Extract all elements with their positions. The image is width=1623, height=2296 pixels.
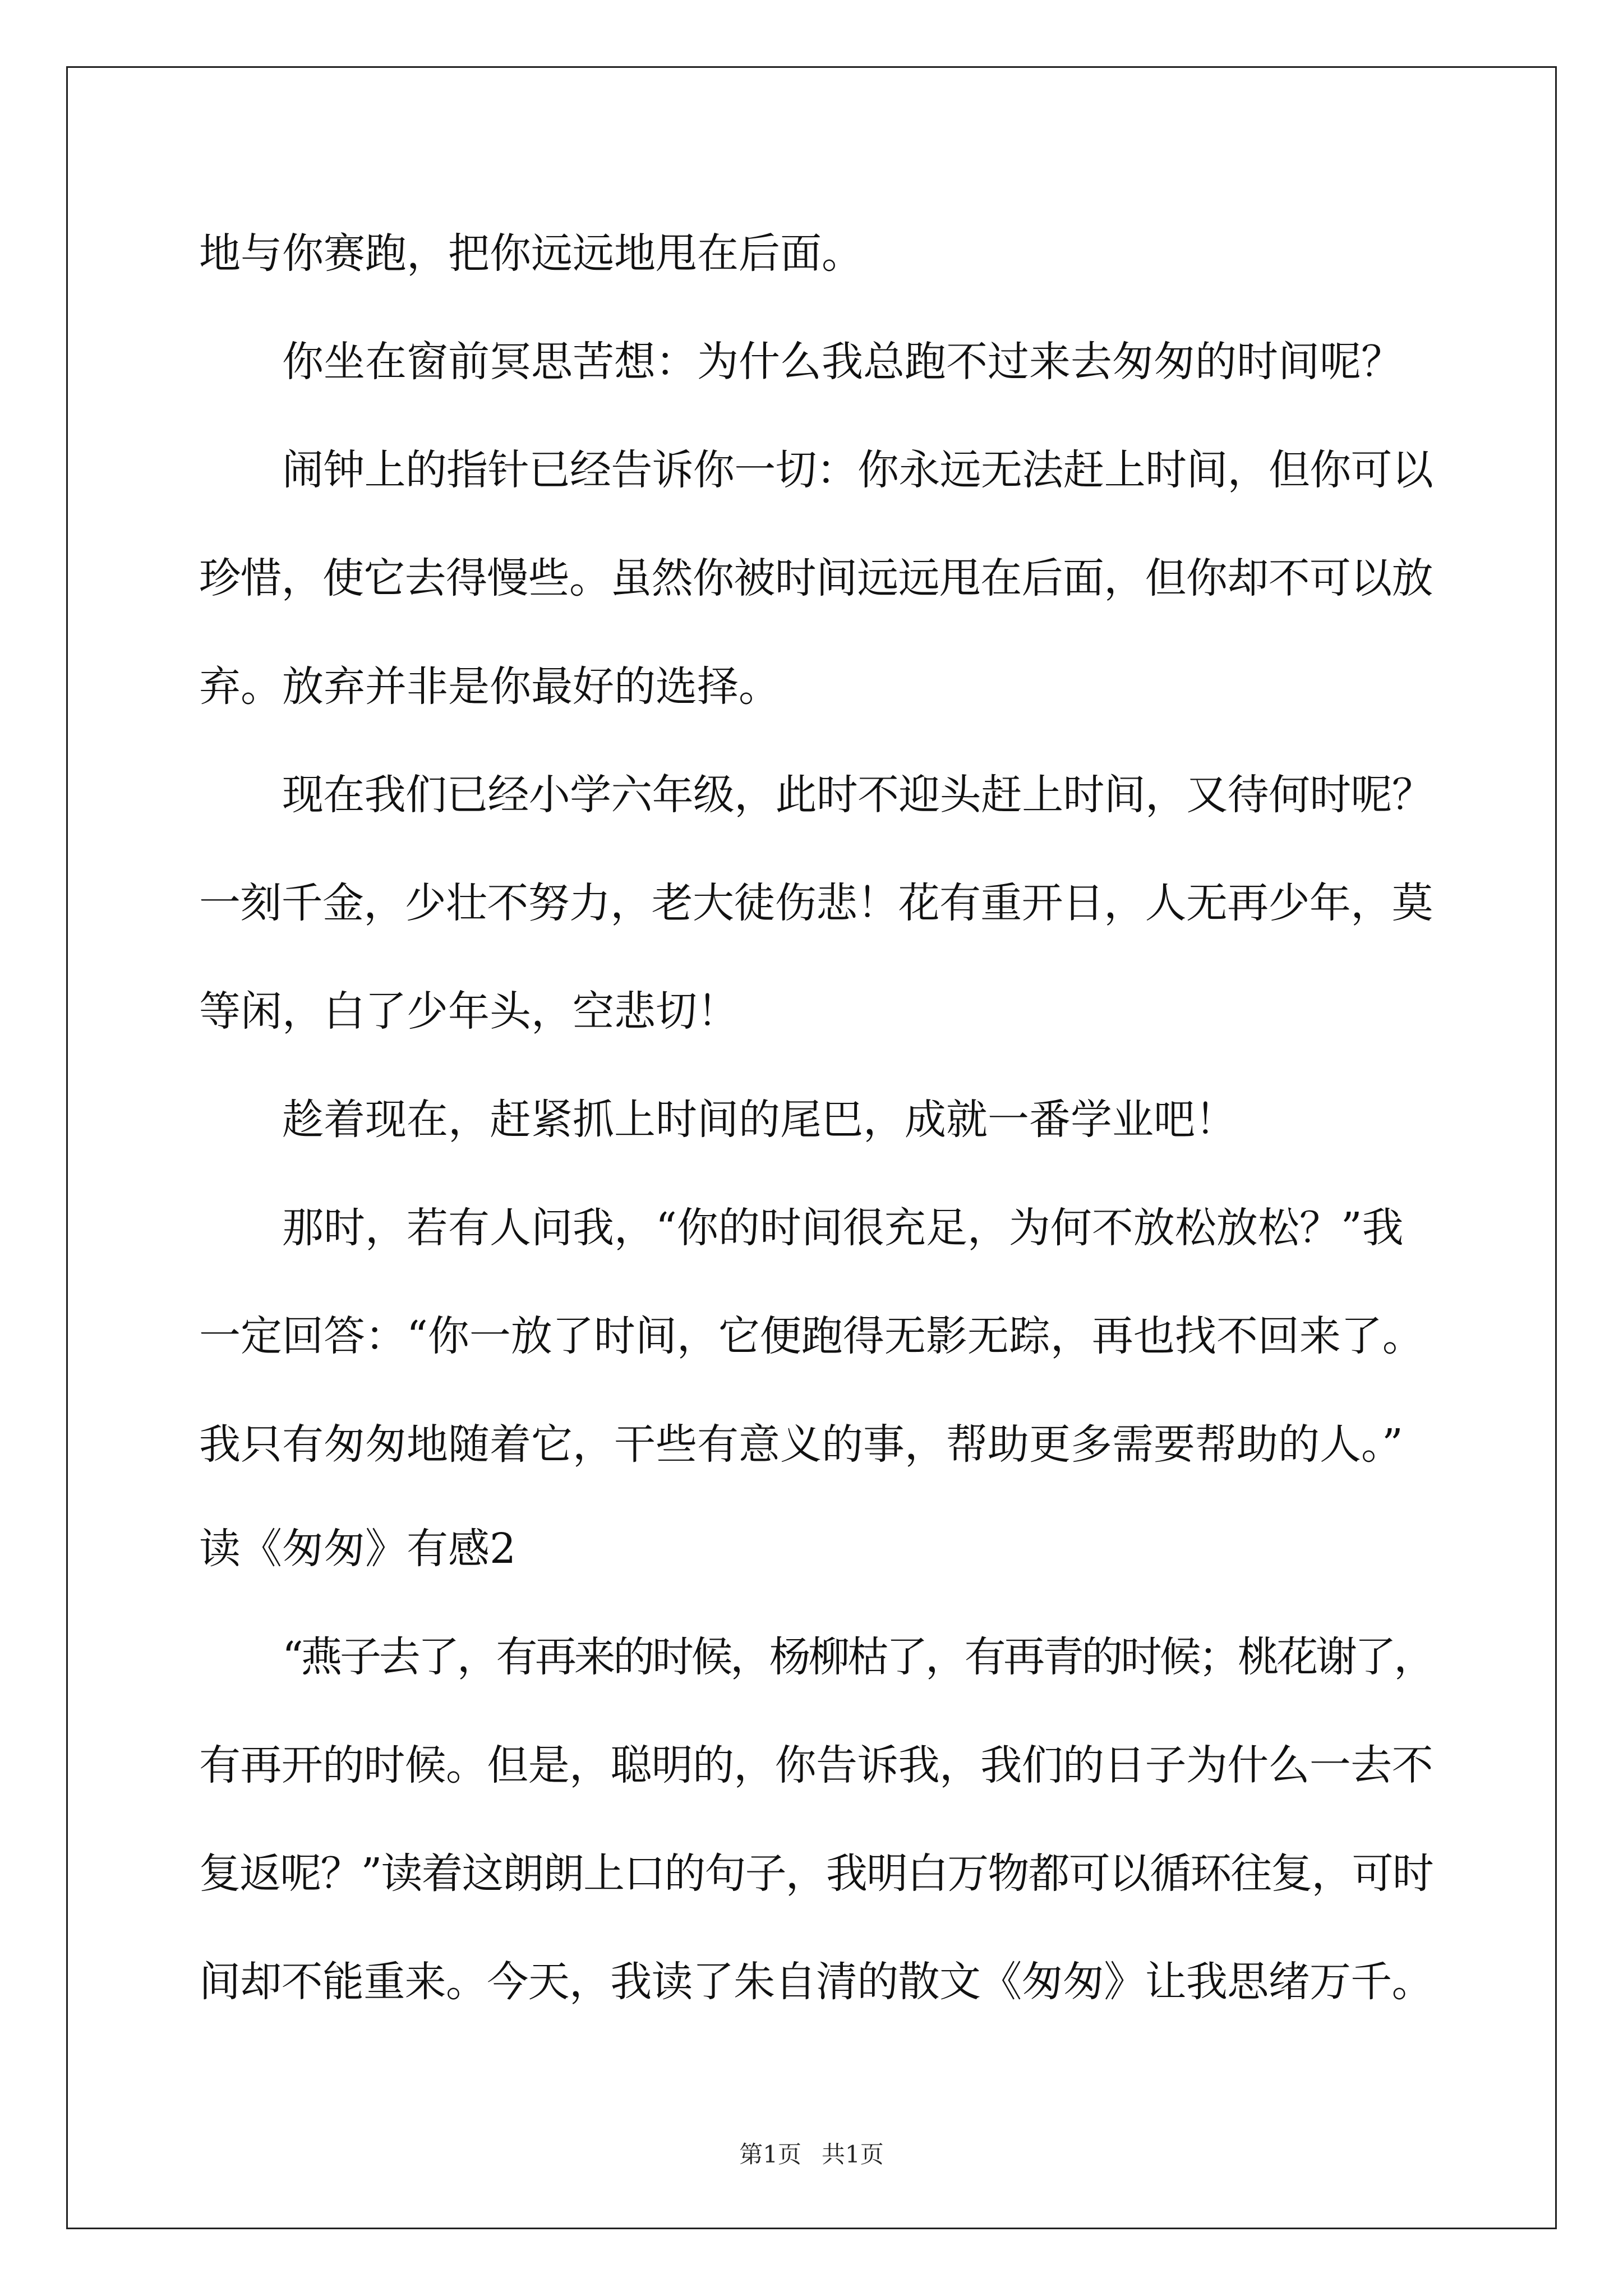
text-line-11: 一定回答：“你一放了时间，它便跑得无影无踪，再也找不回来了。 — [199, 1312, 1424, 1360]
text-line-16: 复返呢？”读着这朗朗上口的句子，我明白万物都可以循环往复，可时 — [199, 1849, 1433, 1898]
page-number: 第1页 — [739, 2141, 801, 2168]
page-border — [66, 66, 1557, 2229]
text-line-10: 那时，若有人问我，“你的时间很充足，为何不放松放松？”我 — [282, 1204, 1404, 1252]
text-line-8: 等闲，白了少年头，空悲切！ — [199, 987, 739, 1036]
text-line-14: “燕子去了，有再来的时候，杨柳枯了，有再青的时候；桃花谢了， — [282, 1633, 1433, 1681]
text-line-4: 珍惜，使它去得慢些。虽然你被时间远远甩在后面，但你却不可以放 — [199, 554, 1433, 602]
text-line-5: 弃。放弃并非是你最好的选择。 — [199, 662, 780, 711]
page-total: 共1页 — [822, 2141, 884, 2168]
section-heading: 读《匆匆》有感2 — [199, 1525, 517, 1573]
text-line-3: 闹钟上的指针已经告诉你一切：你永远无法赶上时间，但你可以 — [282, 446, 1433, 494]
text-line-2: 你坐在窗前冥思苦想：为什么我总跑不过来去匆匆的时间呢？ — [282, 338, 1403, 386]
text-line-12: 我只有匆匆地随着它，干些有意义的事，帮助更多需要帮助的人。” — [199, 1420, 1403, 1469]
text-line-7: 一刻千金，少壮不努力，老大徒伤悲！花有重开日，人无再少年，莫 — [199, 879, 1433, 927]
text-line-17: 间却不能重来。今天，我读了朱自清的散文《匆匆》让我思绪万千。 — [199, 1958, 1433, 2006]
text-line-1: 地与你赛跑，把你远远地甩在后面。 — [199, 229, 863, 278]
text-line-9: 趁着现在，赶紧抓上时间的尾巴，成就一番学业吧！ — [282, 1096, 1237, 1144]
text-line-15: 有再开的时候。但是，聪明的，你告诉我，我们的日子为什么一去不 — [199, 1741, 1433, 1789]
text-line-6: 现在我们已经小学六年级，此时不迎头赶上时间，又待何时呢？ — [282, 771, 1433, 819]
page-footer — [0, 2136, 1623, 2170]
